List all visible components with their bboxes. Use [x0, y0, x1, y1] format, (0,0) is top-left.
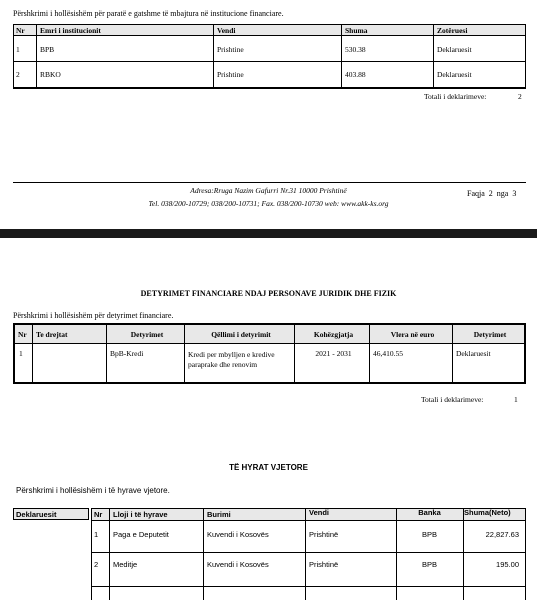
table-cell: BPB	[40, 45, 55, 54]
col-owner-header: Zotëruesi	[437, 26, 468, 35]
table-cell: 46,410.55	[373, 349, 403, 358]
section2-title: DETYRIMET FINANCIARE NDAJ PERSONAVE JURIDIK DHE FIZIK	[140, 289, 397, 298]
cash-table	[13, 24, 526, 89]
col-purpose-header: Qëllimi i detyrimit	[211, 330, 271, 339]
table-cell: 403.88	[345, 70, 366, 79]
section2-total-label: Totali i deklarimeve:	[421, 395, 484, 404]
table-cell: RBKO	[40, 70, 61, 79]
table-cell: 2	[16, 70, 20, 79]
col-duration-header: Kohëzgjatja	[313, 330, 354, 339]
table-cell: Deklaruesit	[437, 70, 472, 79]
table-cell: Prishtine	[217, 45, 244, 54]
page-number: 2	[488, 189, 493, 198]
section1-intro: Përshkrimi i hollësishëm për paratë e gatshme të mbajtura në institucione financiare.	[13, 9, 284, 18]
table-cell: Prishtinë	[309, 530, 339, 539]
table-cell: Prishtine	[217, 70, 244, 79]
table-cell: 1	[94, 530, 99, 539]
section1-total-label: Totali i deklarimeve:	[424, 92, 487, 101]
footer-divider	[13, 182, 526, 183]
table-cell: 2	[94, 560, 99, 569]
page-separator	[0, 229, 537, 238]
table-cell: 530.38	[345, 45, 366, 54]
page-label: Faqja	[467, 189, 485, 198]
table-cell: Deklaruesit	[456, 349, 491, 358]
income-table	[91, 508, 526, 600]
table-cell: BPB	[421, 530, 437, 539]
table-cell: Kredi per mbylljen e kredive paraprake dhe renovim	[188, 350, 275, 369]
footer-address: Adresa:Rruga Nazim Gafurri Nr.31 10000 Prishtinë	[190, 186, 347, 195]
liabilities-table	[13, 323, 526, 384]
col-nr-header: Nr	[94, 510, 103, 519]
col-place-header: Vendi	[309, 508, 330, 517]
col-amount-header: Shuma(Neto)	[464, 508, 511, 517]
table-cell: BPB	[421, 560, 437, 569]
section2-intro: Përshkrimi i hollësishëm për detyrimet financiare.	[13, 311, 174, 320]
col-nr-header: Nr	[18, 330, 27, 339]
table-cell: 1	[19, 349, 23, 358]
table-cell: 22,827.63	[485, 530, 519, 539]
declarant-label-box	[13, 508, 89, 520]
page-counter	[467, 189, 516, 198]
section2-total-value: 1	[514, 395, 518, 404]
col-holder-header: Detyrimet	[473, 330, 507, 339]
section1-total-value: 2	[518, 92, 522, 101]
table-cell: Paga e Deputetit	[113, 530, 169, 539]
page-of-label: nga	[496, 189, 509, 198]
table-cell: Prishtinë	[309, 560, 339, 569]
table-cell: 195.00	[496, 560, 519, 569]
col-place-header: Vendi	[217, 26, 236, 35]
declarant-label: Deklaruesit	[16, 510, 57, 519]
page-total: 3	[512, 189, 517, 198]
table-cell: Kuvendi i Kosovës	[207, 530, 269, 539]
footer-contact: Tel. 038/200-10729; 038/200-10731; Fax. 038/200-10730 web: www.akk-ks.org	[148, 199, 389, 208]
col-source-header: Burimi	[207, 510, 231, 519]
section3-title: TË HYRAT VJETORE	[229, 463, 308, 472]
col-rights-header: Te drejtat	[36, 330, 68, 339]
table-cell: 2021 - 2031	[315, 349, 352, 358]
table-cell: Deklaruesit	[437, 45, 472, 54]
table-cell: 1	[16, 45, 20, 54]
col-amount-header: Shuma	[345, 26, 368, 35]
table-cell: Meditje	[113, 560, 138, 569]
table-cell: BpB-Kredi	[110, 349, 144, 358]
section3-intro: Përshkrimi i hollësishëm i të hyrave vjetore.	[16, 486, 170, 495]
col-institution-header: Emri i institucionit	[40, 26, 101, 35]
col-value-header: Vlera në euro	[390, 330, 435, 339]
col-bank-header: Banka	[418, 508, 441, 517]
table-cell: Kuvendi i Kosovës	[207, 560, 269, 569]
col-liabilities-header: Detyrimet	[130, 330, 164, 339]
col-nr-header: Nr	[16, 26, 25, 35]
col-income-type-header: Lloji i të hyrave	[113, 510, 168, 519]
